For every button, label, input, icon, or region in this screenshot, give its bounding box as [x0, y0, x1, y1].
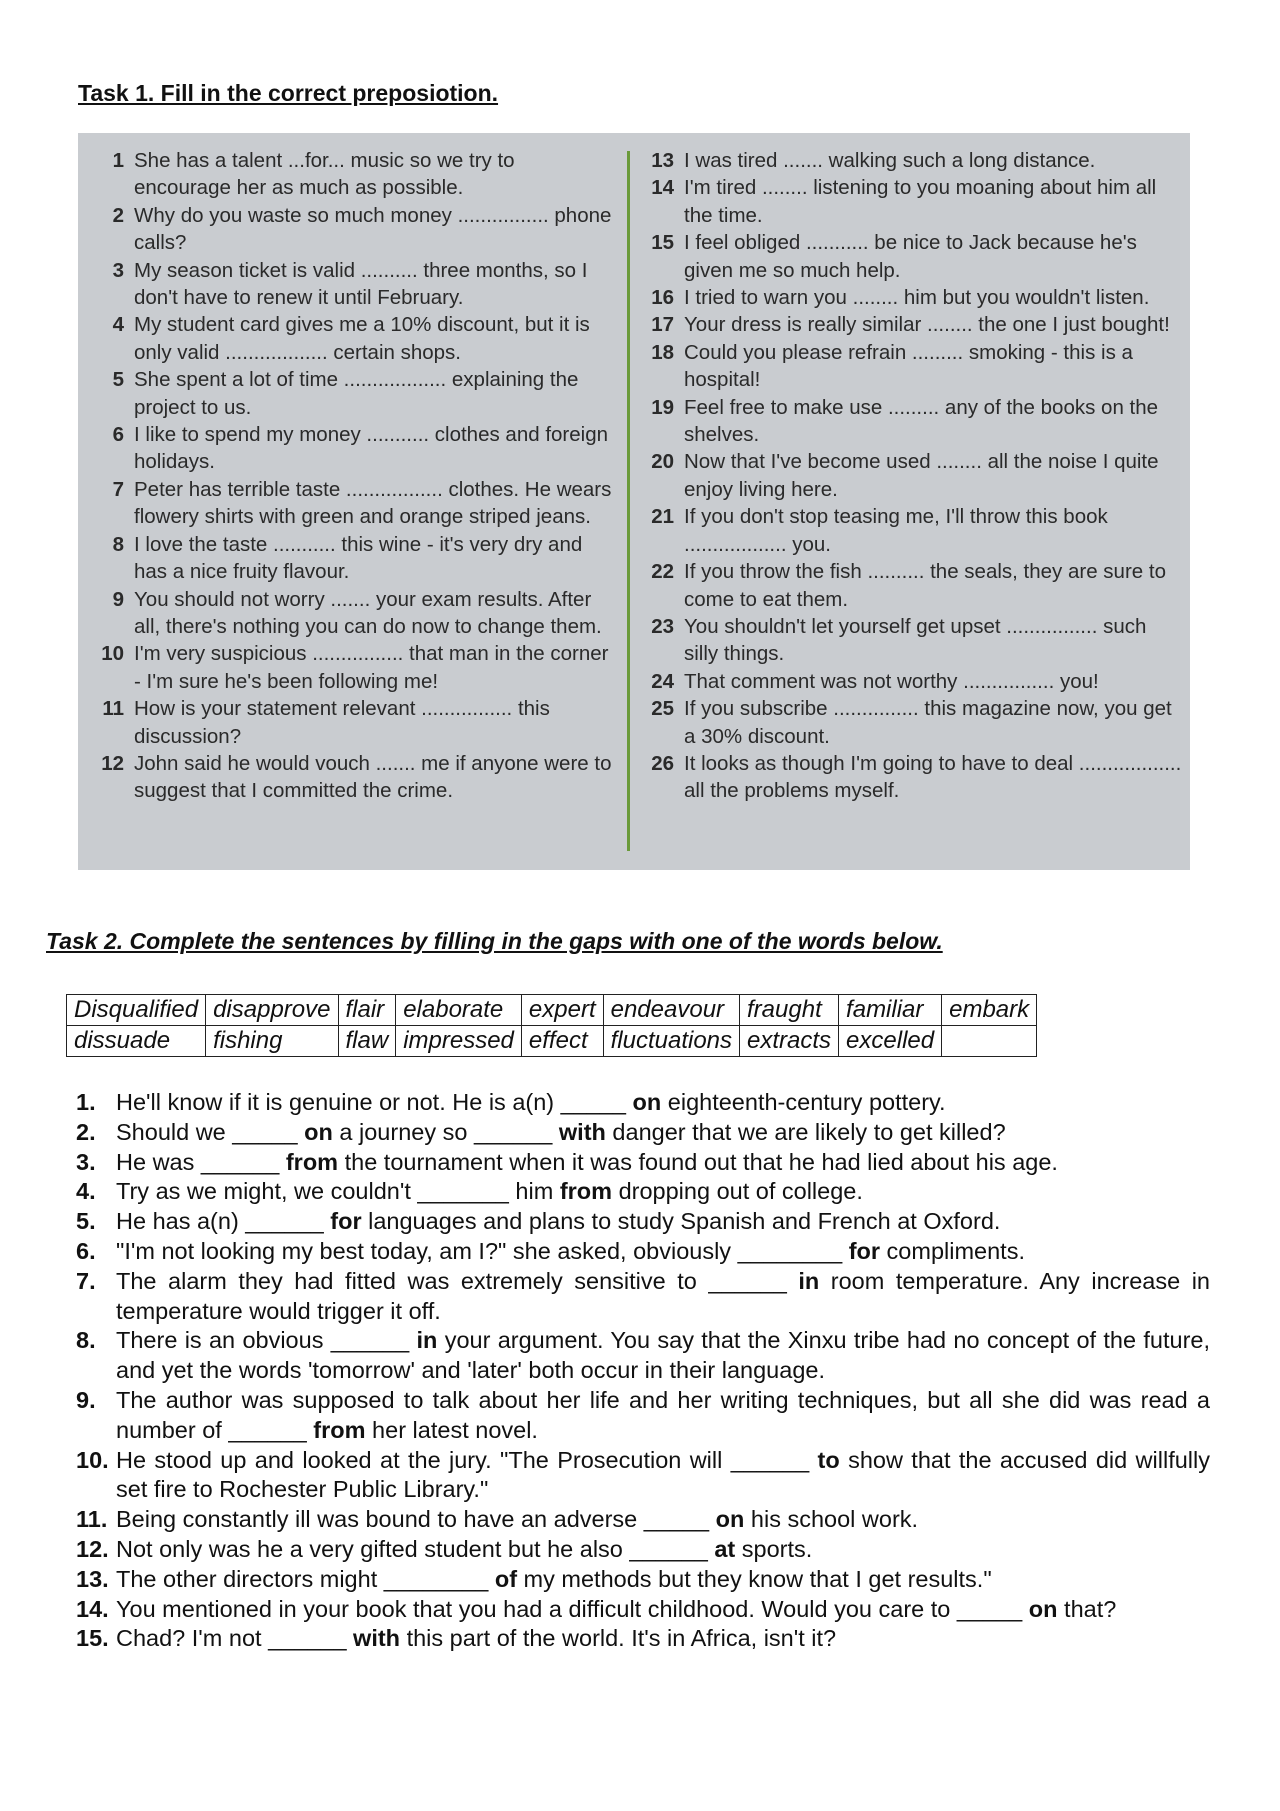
exercise-text: Why do you waste so much money ................ phone calls?: [134, 203, 612, 255]
sentence-number: 14.: [76, 1595, 109, 1622]
sentence-text: [116, 1565, 1210, 1595]
preposition-bold: at: [714, 1535, 736, 1562]
sentence-text: [116, 1207, 1210, 1237]
column-divider: [627, 151, 630, 851]
exercise-item: [92, 531, 612, 586]
sentence-number: 13.: [76, 1565, 109, 1592]
sentence-number: 1.: [76, 1089, 96, 1115]
sentence-fragment: sports.: [735, 1535, 813, 1562]
task1-title: Task 1. Fill in the correct preposiotion.: [78, 80, 499, 106]
sentence-item: [76, 1326, 1210, 1386]
exercise-text: My student card gives me a 10% discount, but it is only valid .................. certain shops.: [134, 313, 590, 364]
exercise-item: [92, 421, 612, 476]
exercise-text: She spent a lot of time .................. explaining the project to us.: [134, 368, 579, 419]
exercise-item: [92, 640, 612, 695]
exercise-number: 6: [112, 423, 124, 447]
preposition-bold: for: [848, 1237, 881, 1264]
sentence-number: 8.: [76, 1327, 96, 1354]
preposition-bold: on: [632, 1089, 662, 1115]
exercise-number: 24: [651, 669, 674, 693]
sentence-text: [116, 1326, 1210, 1386]
sentence-item: [76, 1565, 1210, 1595]
word-bank-row: [67, 1026, 1037, 1057]
exercise-number: 5: [112, 368, 124, 392]
sentence-fragment: There is an obvious ______: [116, 1327, 417, 1354]
exercise-item: [92, 366, 612, 421]
exercise-number: 13: [651, 149, 674, 172]
task2-sentence-list: [76, 1088, 1210, 1654]
word-bank-cell: fluctuations: [603, 1026, 739, 1057]
sentence-fragment: He was ______: [116, 1148, 286, 1175]
sentence-number: 12.: [76, 1535, 109, 1562]
sentence-text: [116, 1624, 1210, 1654]
sentence-fragment: my methods but they know that I get results.": [517, 1565, 992, 1592]
sentence-text: [116, 1446, 1210, 1506]
preposition-bold: on: [304, 1118, 333, 1145]
exercise-number: 2: [112, 203, 124, 227]
sentence-item: [76, 1595, 1210, 1625]
sentence-fragment: He has a(n) ______: [116, 1208, 331, 1235]
sentence-text: [116, 1088, 1210, 1118]
exercise-item: [642, 311, 1182, 338]
sentence-text: [116, 1267, 1210, 1327]
sentence-text: [116, 1505, 1210, 1535]
sentence-fragment: He'll know if it is genuine or not. He is a(n) _____: [116, 1089, 633, 1115]
word-bank-cell: excelled: [839, 1026, 942, 1057]
word-bank-table: [66, 994, 1037, 1057]
sentence-text: [116, 1386, 1210, 1446]
sentence-item: [76, 1505, 1210, 1535]
sentence-item: [76, 1088, 1210, 1118]
sentence-text: [116, 1595, 1210, 1625]
exercise-text: She has a talent ...for... music so we try to encourage her as much as possible.: [134, 149, 515, 200]
preposition-bold: for: [330, 1208, 362, 1235]
exercise-text: My season ticket is valid .......... three months, so I don't have to renew it until February.: [134, 258, 588, 310]
sentence-fragment: danger that we are likely to get killed?: [605, 1118, 1006, 1145]
exercise-number: 14: [651, 176, 674, 200]
exercise-text: I like to spend my money ........... clothes and foreign holidays.: [134, 423, 609, 474]
sentence-fragment: a journey so ______: [332, 1118, 559, 1145]
word-bank-cell: flaw: [338, 1026, 396, 1057]
exercise-text: I was tired ....... walking such a long distance.: [684, 149, 1096, 172]
sentence-fragment: dropping out of college.: [612, 1178, 863, 1205]
exercise-text: I'm tired ........ listening to you moaning about him all the time.: [684, 176, 1157, 227]
exercise-number: 7: [112, 477, 124, 501]
sentence-number: 7.: [76, 1267, 96, 1294]
sentence-text: [116, 1148, 1210, 1178]
exercise-number: 23: [651, 614, 674, 638]
word-bank-cell: familiar: [839, 995, 942, 1026]
preposition-bold: from: [313, 1416, 366, 1443]
exercise-number: 4: [112, 313, 124, 337]
exercise-text: Could you please refrain ......... smoking - this is a hospital!: [684, 340, 1133, 392]
exercise-text: I love the taste ........... this wine - it's very dry and has a nice fruity flavour.: [134, 532, 583, 584]
exercise-column-right: [642, 147, 1182, 805]
sentence-fragment: this part of the world. It's in Africa, isn't it?: [400, 1625, 837, 1652]
sentence-fragment: You mentioned in your book that you had a difficult childhood. Would you care to _____: [116, 1595, 1029, 1622]
sentence-fragment: Try as we might, we couldn't _______ him: [116, 1178, 560, 1205]
sentence-item: [76, 1624, 1210, 1654]
exercise-number: 16: [651, 286, 674, 310]
exercise-item: [92, 202, 612, 257]
task2-title: Task 2. Complete the sentences by filling in the gaps with one of the words below.: [46, 928, 943, 954]
sentence-fragment: room temperature. Any increase in temperature would trigger it off.: [116, 1267, 1211, 1324]
exercise-text: It looks as though I'm going to have to deal .................. all the problems myself.: [684, 751, 1182, 803]
exercise-text: Your dress is really similar ........ the one I just bought!: [684, 313, 1170, 337]
sentence-number: 10.: [76, 1446, 109, 1473]
sentence-text: [116, 1118, 1210, 1148]
exercise-item: [92, 476, 612, 531]
sentence-number: 4.: [76, 1178, 96, 1205]
exercise-number: 26: [651, 751, 674, 775]
exercise-number: 15: [651, 231, 674, 255]
word-bank-row: [67, 995, 1037, 1026]
preposition-bold: in: [416, 1327, 438, 1354]
sentence-item: [76, 1118, 1210, 1148]
exercise-item: [642, 229, 1182, 284]
sentence-item: [76, 1535, 1210, 1565]
exercise-item: [642, 284, 1182, 311]
sentence-fragment: Should we _____: [116, 1118, 305, 1145]
word-bank-cell: fraught: [740, 995, 839, 1026]
preposition-bold: on: [715, 1506, 745, 1533]
sentence-fragment: The author was supposed to talk about her life and her writing techniques, but all she did was read a number of ______: [116, 1386, 1210, 1443]
word-bank-cell: expert: [521, 995, 603, 1026]
exercise-item: [642, 503, 1182, 558]
exercise-number: 3: [112, 258, 124, 282]
exercise-item: [92, 695, 612, 750]
exercise-text: How is your statement relevant ................ this discussion?: [134, 697, 550, 748]
sentence-fragment: your argument. You say that the Xinxu tribe had no concept of the future, and yet the words 'tomorrow' and 'later' both occur in their language.: [116, 1327, 1210, 1384]
sentence-fragment: her latest novel.: [365, 1416, 538, 1443]
word-bank-cell: dissuade: [67, 1026, 206, 1057]
exercise-number: 19: [651, 395, 674, 419]
word-bank-cell: flair: [338, 995, 396, 1026]
sentence-fragment: Chad? I'm not ______: [116, 1625, 354, 1652]
exercise-text: I feel obliged ........... be nice to Jack because he's given me so much help.: [684, 231, 1137, 282]
exercise-number: 18: [651, 340, 674, 364]
exercise-number: 17: [651, 313, 674, 337]
word-bank-cell: disapprove: [206, 995, 338, 1026]
exercise-number: 10: [101, 642, 124, 666]
exercise-scan: [78, 133, 1190, 870]
exercise-item: [642, 695, 1182, 750]
exercise-item: [92, 311, 612, 366]
sentence-number: 15.: [76, 1625, 109, 1652]
exercise-text: You should not worry ....... your exam results. After all, there's nothing you can do now to change them.: [134, 587, 602, 638]
exercise-number: 11: [102, 697, 124, 721]
exercise-item: [642, 448, 1182, 503]
sentence-fragment: The other directors might ________: [116, 1565, 495, 1592]
sentence-fragment: The alarm they had fitted was extremely sensitive to ______: [116, 1267, 799, 1294]
sentence-text: [116, 1237, 1210, 1267]
exercise-text: If you throw the fish .......... the seals, they are sure to come to eat them.: [684, 560, 1166, 611]
preposition-bold: from: [559, 1178, 613, 1205]
word-bank-cell: fishing: [206, 1026, 338, 1057]
sentence-number: 2.: [76, 1118, 96, 1145]
exercise-text: That comment was not worthy ................ you!: [684, 669, 1099, 693]
exercise-text: Now that I've become used ........ all the noise I quite enjoy living here.: [684, 450, 1159, 501]
exercise-item: [92, 586, 612, 641]
exercise-item: [92, 750, 612, 805]
sentence-number: 6.: [76, 1237, 96, 1264]
word-bank-cell: extracts: [740, 1026, 839, 1057]
exercise-text: I tried to warn you ........ him but you wouldn't listen.: [684, 286, 1150, 310]
sentence-item: [76, 1148, 1210, 1178]
sentence-fragment: languages and plans to study Spanish and French at Oxford.: [361, 1208, 1001, 1235]
sentence-item: [76, 1267, 1210, 1327]
exercise-number: 8: [112, 532, 124, 556]
sentence-fragment: He stood up and looked at the jury. "The Prosecution will ______: [116, 1446, 818, 1473]
word-bank-cell: endeavour: [603, 995, 739, 1026]
sentence-fragment: compliments.: [880, 1237, 1025, 1264]
word-bank-cell: impressed: [396, 1026, 522, 1057]
sentence-number: 9.: [76, 1386, 96, 1413]
exercise-text: Feel free to make use ......... any of the books on the shelves.: [684, 395, 1159, 447]
exercise-number: 20: [651, 450, 674, 474]
sentence-fragment: show that the accused did willfully set fire to Rochester Public Library.": [116, 1446, 1210, 1503]
sentence-item: [76, 1177, 1210, 1207]
word-bank-cell: effect: [521, 1026, 603, 1057]
preposition-bold: with: [353, 1625, 401, 1652]
sentence-text: [116, 1535, 1210, 1565]
preposition-bold: with: [558, 1118, 606, 1145]
exercise-text: John said he would vouch ....... me if anyone were to suggest that I committed the crime.: [134, 751, 612, 803]
word-bank-cell: Disqualified: [67, 995, 206, 1026]
preposition-bold: of: [494, 1565, 518, 1592]
word-bank-cell: elaborate: [396, 995, 522, 1026]
sentence-fragment: Not only was he a very gifted student but he also ______: [116, 1535, 715, 1562]
preposition-bold: from: [285, 1148, 339, 1175]
exercise-item: [92, 147, 612, 202]
sentence-number: 5.: [76, 1208, 96, 1235]
exercise-text: Peter has terrible taste ................. clothes. He wears flowery shirts with green and orange striped jeans.: [134, 477, 612, 529]
word-bank-cell: [942, 1026, 1037, 1057]
exercise-item: [642, 613, 1182, 668]
sentence-item: [76, 1237, 1210, 1267]
preposition-bold: in: [798, 1267, 820, 1294]
sentence-item: [76, 1386, 1210, 1446]
exercise-item: [92, 257, 612, 312]
exercise-item: [642, 558, 1182, 613]
exercise-item: [642, 147, 1182, 174]
sentence-item: [76, 1446, 1210, 1506]
exercise-item: [642, 394, 1182, 449]
sentence-fragment: Being constantly ill was bound to have an adverse _____: [116, 1506, 716, 1533]
exercise-number: 1: [112, 149, 124, 172]
exercise-text: If you don't stop teasing me, I'll throw this book .................. you.: [684, 505, 1108, 556]
exercise-number: 9: [112, 587, 124, 611]
sentence-text: [116, 1177, 1210, 1207]
exercise-number: 21: [651, 505, 674, 529]
exercise-text: If you subscribe ............... this magazine now, you get a 30% discount.: [684, 697, 1172, 748]
exercise-item: [642, 339, 1182, 394]
sentence-number: 3.: [76, 1148, 96, 1175]
exercise-number: 12: [101, 751, 124, 775]
sentence-fragment: his school work.: [744, 1506, 919, 1533]
sentence-fragment: eighteenth-century pottery.: [661, 1089, 946, 1115]
exercise-column-left: [92, 147, 612, 805]
exercise-number: 22: [651, 560, 674, 584]
preposition-bold: to: [817, 1446, 840, 1473]
sentence-number: 11.: [76, 1506, 108, 1533]
sentence-item: [76, 1207, 1210, 1237]
sentence-fragment: that?: [1057, 1595, 1117, 1622]
exercise-item: [642, 668, 1182, 695]
preposition-bold: on: [1028, 1595, 1058, 1622]
word-bank-cell: embark: [942, 995, 1037, 1026]
sentence-fragment: "I'm not looking my best today, am I?" she asked, obviously ________: [116, 1237, 849, 1264]
exercise-number: 25: [651, 697, 674, 721]
sentence-fragment: the tournament when it was found out that he had lied about his age.: [338, 1148, 1058, 1175]
exercise-item: [642, 750, 1182, 805]
exercise-text: I'm very suspicious ................ that man in the corner - I'm sure he's been following me!: [134, 642, 609, 693]
exercise-item: [642, 174, 1182, 229]
exercise-text: You shouldn't let yourself get upset ................ such silly things.: [684, 614, 1147, 666]
